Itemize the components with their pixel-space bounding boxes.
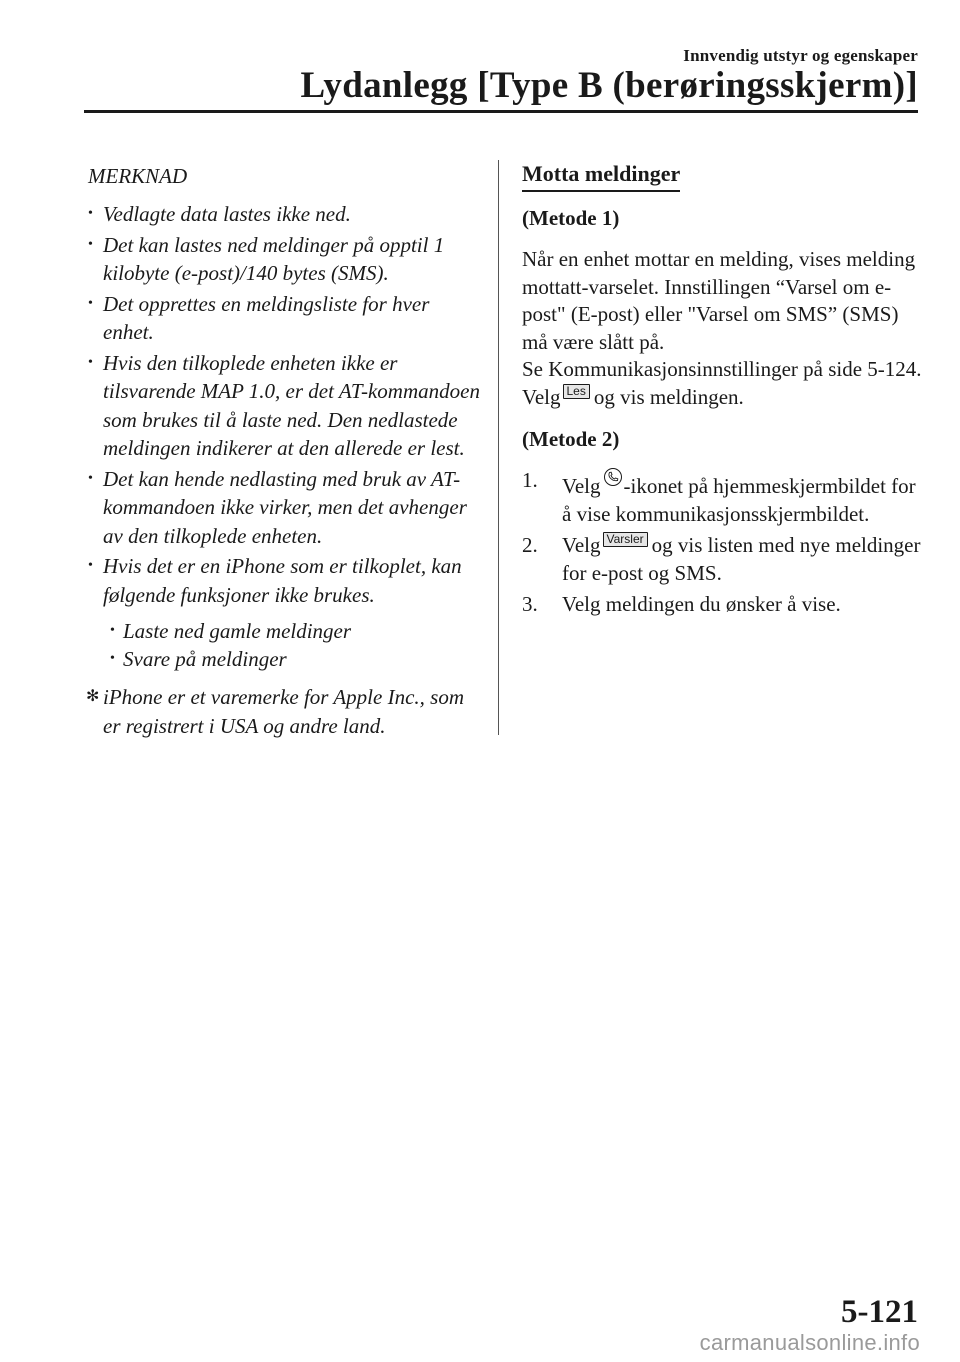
method-2-heading: (Metode 2)	[522, 427, 620, 451]
bullet-icon: •	[110, 623, 115, 638]
varsler-button-icon: Varsler	[603, 532, 648, 547]
column-divider	[498, 160, 499, 735]
step-item: 3. Velg meldingen du ønsker å vise.	[522, 592, 841, 616]
les-button-icon: Les	[563, 384, 590, 399]
bullet-icon: •	[110, 651, 115, 666]
note-item: • Det opprettes en meldingsliste for hver enhet.	[88, 291, 430, 344]
method-1-paragraph: Når en enhet mottar en melding, vises melding mottatt-varselet. Innstillingen “Varsel om e-post" (E-post) eller "Varsel om SMS” (SMS) må være slått på. Se Kommunikasjonsinnstillinger på side 5-124. Velg Les og vis meldingen.	[522, 247, 922, 409]
content-column	[522, 160, 922, 623]
steps-list	[522, 467, 922, 619]
asterisk-icon: ✻	[86, 688, 100, 705]
bullet-icon: •	[88, 295, 93, 311]
bullet-icon: •	[88, 354, 93, 370]
step-item: 2. Velg Varsler og vis listen med nye meldinger for e-post og SMS.	[522, 532, 921, 585]
note-item: • Hvis den tilkoplede enheten ikke er tilsvarende MAP 1.0, er det AT-kommandoen som brukes til å laste ned. Den nedlastede meldingen indikerer at den allerede er lest.	[88, 350, 480, 460]
note-item: • Det kan hende nedlasting med bruk av AT-kommandoen ikke virker, men det avhenger av den tilkoplede enheten.	[88, 466, 467, 548]
note-item: • Vedlagte data lastes ikke ned.	[88, 200, 483, 229]
bullet-icon: •	[88, 558, 93, 573]
sub-note-list	[110, 617, 483, 673]
header-rule	[84, 110, 918, 113]
trademark-footnote: ✻ iPhone er et varemerke for Apple Inc., som er registrert i USA og andre land.	[86, 685, 464, 738]
sub-note-item: • Laste ned gamle meldinger	[110, 619, 352, 643]
method-1-heading: (Metode 1)	[522, 206, 620, 230]
note-item: • Det kan lastes ned meldinger på opptil 1 kilobyte (e-post)/140 bytes (SMS).	[88, 232, 445, 285]
note-list	[88, 200, 483, 609]
note-item: • Hvis det er en iPhone som er tilkoplet, kan følgende funksjoner ikke brukes.	[88, 554, 462, 607]
communication-phone-icon	[603, 467, 623, 487]
sub-note-item: • Svare på meldinger	[110, 647, 287, 671]
page-title: Lydanlegg [Type B (berøringsskjerm)]	[300, 65, 918, 106]
bullet-icon: •	[88, 236, 93, 252]
note-column	[88, 162, 483, 740]
page-number: 5-121	[841, 1294, 918, 1330]
section-label: Innvendig utstyr og egenskaper	[683, 46, 918, 65]
step-item: 1. Velg -ikonet på hjemmeskjermbildet for å vise kommunikasjonsskjermbildet.	[522, 468, 916, 526]
section-heading: Motta meldinger	[522, 160, 680, 192]
note-heading: MERKNAD	[88, 164, 188, 188]
watermark: carmanualsonline.info	[699, 1330, 920, 1355]
bullet-icon: •	[88, 470, 93, 486]
bullet-icon: •	[88, 206, 93, 221]
